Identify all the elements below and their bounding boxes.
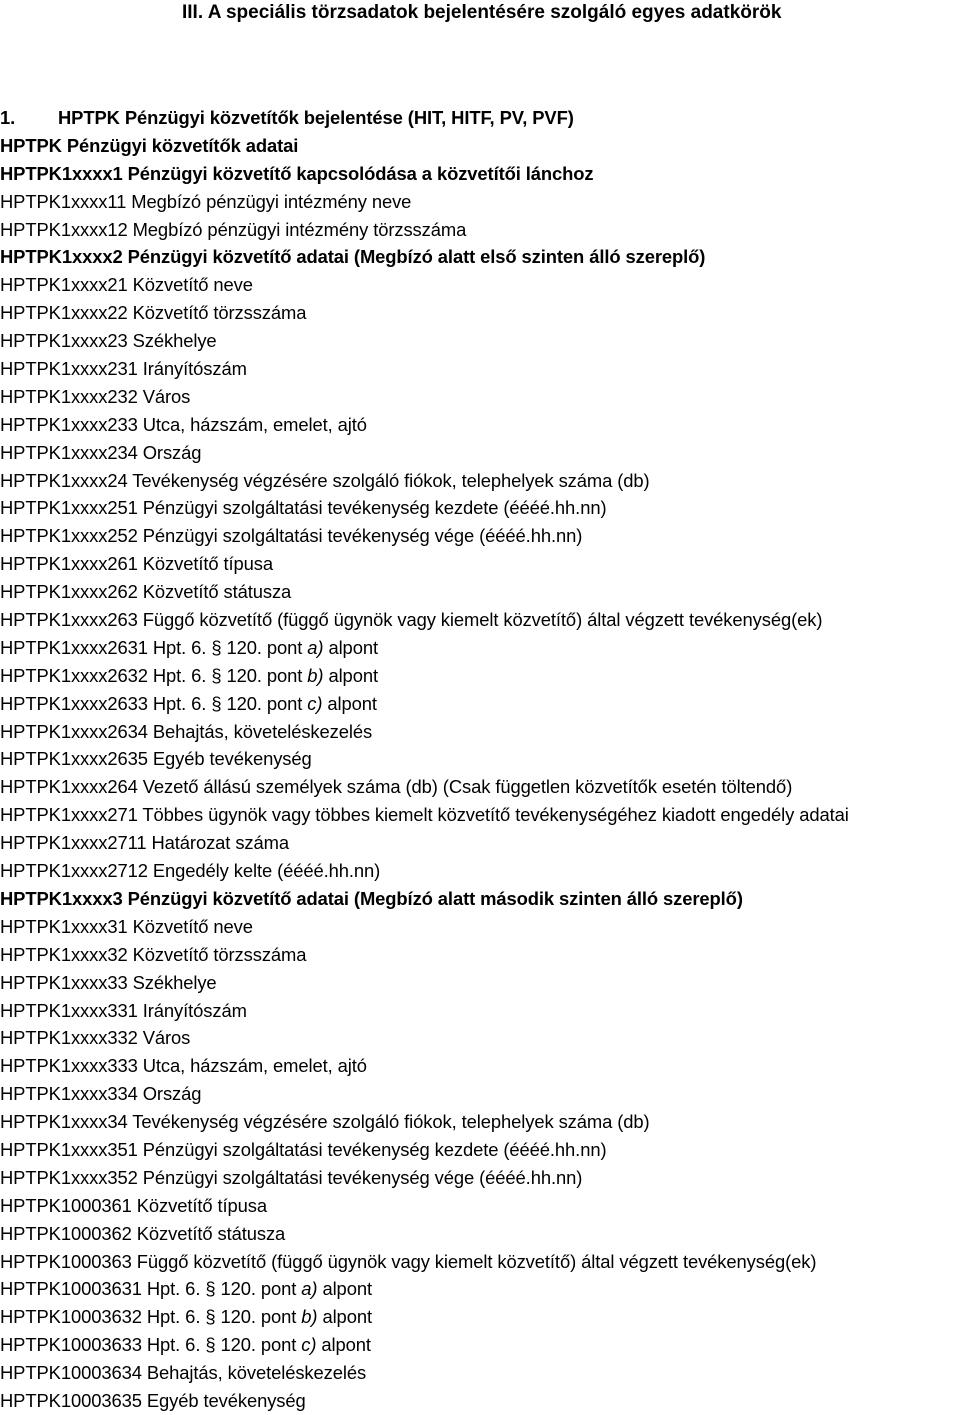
item-text: HPTPK1xxxx2633 Hpt. 6. § 120. pont [0, 692, 308, 714]
list-item: HPTPK Pénzügyi közvetítők adatai [0, 134, 299, 156]
list-item [0, 634, 960, 662]
list-item: HPTPK1xxxx334 Ország [0, 1083, 202, 1105]
list-item: HPTPK1xxxx233 Utca, házszám, emelet, ajtó [0, 413, 367, 435]
item-text: HPTPK1xxxx2631 Hpt. 6. § 120. pont [0, 636, 308, 658]
item-letter: a) [307, 636, 324, 658]
list-item: HPTPK1xxxx331 Irányítószám [0, 999, 247, 1021]
item-letter: c) [301, 1334, 317, 1356]
list-item: HPTPK1xxxx22 Közvetítő törzsszáma [0, 302, 307, 324]
list-item: HPTPK10003634 Behajtás, követeléskezelés [0, 1362, 367, 1384]
list-item: HPTPK1xxxx11 Megbízó pénzügyi intézmény neve [0, 190, 412, 212]
list-item: HPTPK1xxxx333 Utca, házszám, emelet, ajtó [0, 1055, 367, 1077]
list-item [0, 1331, 960, 1359]
list-item: HPTPK1xxxx2 Pénzügyi közvetítő adatai (Megbízó alatt első szinten álló szereplő) [0, 246, 706, 268]
item-letter: a) [301, 1278, 318, 1300]
list-item: HPTPK1xxxx12 Megbízó pénzügyi intézmény törzsszáma [0, 218, 467, 240]
list-item: HPTPK1xxxx261 Közvetítő típusa [0, 553, 273, 575]
item-suffix: alpont [317, 1278, 372, 1300]
list-item: HPTPK1xxxx263 Függő közvetítő (függő ügynök vagy kiemelt közvetítő) által végzett tevékenység(ek) [0, 609, 823, 631]
list-item [0, 1303, 960, 1331]
list-item: HPTPK1xxxx3 Pénzügyi közvetítő adatai (Megbízó alatt második szinten álló szereplő) [0, 887, 743, 909]
list-item: HPTPK1xxxx2712 Engedély kelte (éééé.hh.nn) [0, 860, 381, 882]
list-item: HPTPK1xxxx34 Tevékenység végzésére szolgáló fiókok, telephelyek száma (db) [0, 1111, 650, 1133]
list-item: HPTPK1xxxx271 Többes ügynök vagy többes kiemelt közvetítő tevékenységéhez kiadott engedély adatai [0, 804, 849, 826]
list-item: HPTPK1xxxx262 Közvetítő státusza [0, 581, 292, 603]
item-text: HPTPK1xxxx2632 Hpt. 6. § 120. pont [0, 664, 308, 686]
list-item: HPTPK1xxxx24 Tevékenység végzésére szolgáló fiókok, telephelyek száma (db) [0, 469, 650, 491]
list-item: HPTPK1xxxx1 Pénzügyi közvetítő kapcsolódása a közvetítői lánchoz [0, 162, 594, 184]
list-item: HPTPK1xxxx251 Pénzügyi szolgáltatási tevékenység kezdete (éééé.hh.nn) [0, 497, 607, 519]
list-item: HPTPK1xxxx23 Székhelye [0, 330, 217, 352]
list-item: HPTPK10003635 Egyéb tevékenység [0, 1389, 306, 1411]
item-text: HPTPK10003633 Hpt. 6. § 120. pont [0, 1334, 302, 1356]
section-heading [0, 104, 960, 132]
list-item: HPTPK1000363 Függő közvetítő (függő ügynök vagy kiemelt közvetítő) által végzett tevékenység(ek) [0, 1250, 817, 1272]
list-item: HPTPK1000362 Közvetítő státusza [0, 1222, 286, 1244]
list-item: HPTPK1xxxx32 Közvetítő törzsszáma [0, 943, 307, 965]
list-item: HPTPK1000361 Közvetítő típusa [0, 1194, 267, 1216]
page-title: III. A speciális törzsadatok bejelentésére szolgáló egyes adatkörök [182, 2, 782, 23]
item-suffix: alpont [323, 664, 378, 686]
list-item: HPTPK1xxxx231 Irányítószám [0, 358, 247, 380]
item-letter: c) [307, 692, 323, 714]
list-item: HPTPK1xxxx252 Pénzügyi szolgáltatási tevékenység vége (éééé.hh.nn) [0, 525, 583, 547]
list-item: HPTPK1xxxx21 Közvetítő neve [0, 274, 253, 296]
field-list [0, 104, 960, 1415]
item-suffix: alpont [323, 636, 378, 658]
section-number: 1. [0, 107, 16, 128]
list-item: HPTPK1xxxx332 Város [0, 1027, 191, 1049]
list-item: HPTPK1xxxx264 Vezető állású személyek száma (db) (Csak független közvetítők esetén töltendő) [0, 776, 793, 798]
item-suffix: alpont [316, 1334, 371, 1356]
list-item [0, 662, 960, 690]
list-item: HPTPK1xxxx352 Pénzügyi szolgáltatási tevékenység vége (éééé.hh.nn) [0, 1166, 583, 1188]
list-item: HPTPK1xxxx31 Közvetítő neve [0, 915, 253, 937]
list-item: HPTPK1xxxx33 Székhelye [0, 971, 217, 993]
list-item: HPTPK1xxxx2634 Behajtás, követeléskezelés [0, 720, 373, 742]
list-item: HPTPK1xxxx234 Ország [0, 441, 202, 463]
item-letter: b) [301, 1306, 318, 1328]
list-item: HPTPK1xxxx2711 Határozat száma [0, 832, 289, 854]
list-item [0, 1275, 960, 1303]
item-letter: b) [307, 664, 324, 686]
list-item [0, 690, 960, 718]
list-item: HPTPK1xxxx2635 Egyéb tevékenység [0, 748, 312, 770]
list-item: HPTPK1xxxx232 Város [0, 385, 191, 407]
section-title: HPTPK Pénzügyi közvetítők bejelentése (HIT, HITF, PV, PVF) [58, 107, 574, 128]
list-item: HPTPK1xxxx351 Pénzügyi szolgáltatási tevékenység kezdete (éééé.hh.nn) [0, 1138, 607, 1160]
item-suffix: alpont [317, 1306, 372, 1328]
item-suffix: alpont [322, 692, 377, 714]
item-text: HPTPK10003632 Hpt. 6. § 120. pont [0, 1306, 302, 1328]
item-text: HPTPK10003631 Hpt. 6. § 120. pont [0, 1278, 302, 1300]
